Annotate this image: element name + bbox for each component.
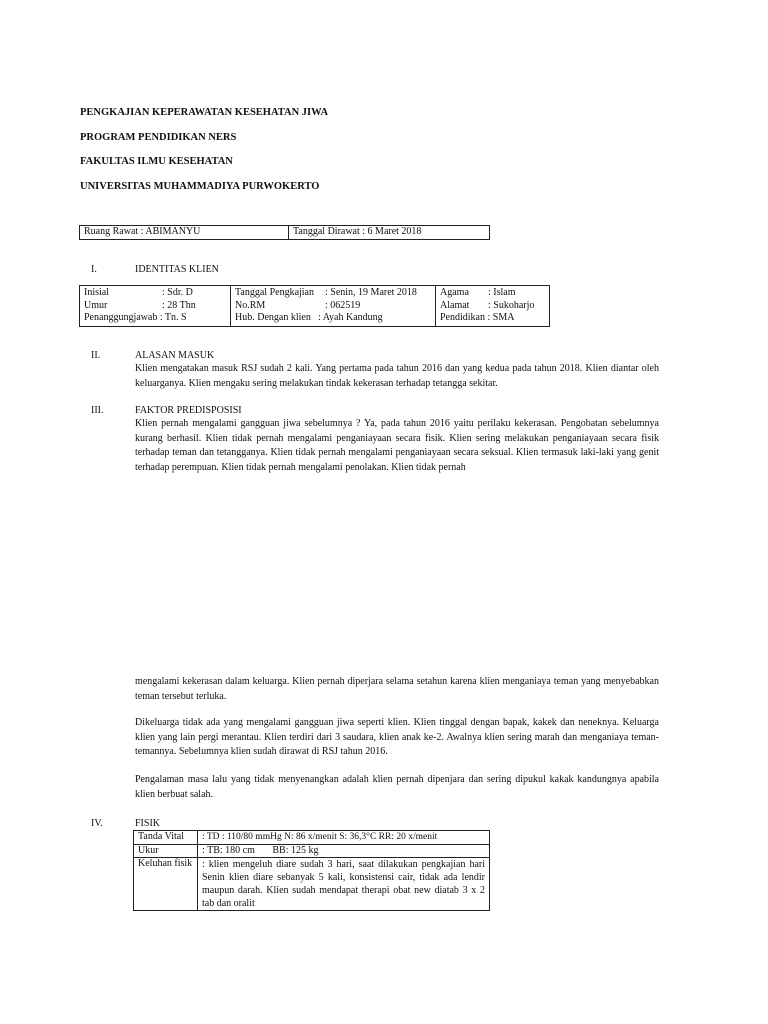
fisik-label-ukur: Ukur (134, 844, 198, 858)
no-rm-value: : 062519 (325, 299, 361, 311)
tanggal-pengkajian-value: : Senin, 19 Maret 2018 (325, 287, 417, 298)
tanggal-dirawat-cell: Tanggal Dirawat : 6 Maret 2018 (289, 226, 490, 240)
section-2-title: ALASAN MASUK (135, 350, 215, 361)
identitas-col-3 (436, 286, 550, 327)
alamat-label: Alamat (440, 299, 470, 311)
hub-klien-label: Hub. Dengan klien (235, 312, 311, 323)
header-line-3: FAKULTAS ILMU KESEHATAN (80, 156, 233, 167)
table-row (134, 844, 490, 858)
penanggungjawab: Penanggungjawab : Tn. S (84, 312, 187, 323)
section-4-title: FISIK (135, 818, 161, 829)
ruang-rawat-table (79, 225, 490, 240)
predisposisi-text-2: mengalami kekerasan dalam keluarga. Klien pernah diperjara selama setahun karena klien menganiaya teman yang menyebabkan teman tersebut terluka. (135, 676, 659, 702)
umur-label: Umur (84, 299, 108, 311)
no-rm-label: No.RM (235, 299, 266, 311)
predisposisi-text-1: Klien pernah mengalami gangguan jiwa sebelumnya ? Ya, pada tahun 2016 yaitu perilaku kekerasan. Pengobatan sebelumnya kurang berhasil. Klien tidak pernah mengalami penganiayaan secara fisik. Klien sering melakukan penganiayaan secara fisik terhadap teman dan tetangganya. Klien tidak pernah mengalami penganiayaan secara seksual. Klien termasuk laki-laki yang genit terhadap perempuan. Klien tidak pernah mengalami penolakan. Klien tidak pernah (135, 418, 659, 473)
fisik-label-tanda-vital: Tanda Vital (134, 831, 198, 845)
table-row (134, 831, 490, 845)
agama-label: Agama (440, 287, 469, 298)
hub-klien-value: : Ayah Kandung (318, 312, 383, 323)
section-4-number: IV. (91, 818, 103, 829)
section-3-number: III. (91, 405, 104, 416)
identitas-col-1 (80, 286, 231, 327)
fisik-value-keluhan: : klien mengeluh diare sudah 3 hari, saat dilakukan pengkajian hari Senin klien diare sebanyak 5 kali, konsistensi cair, tidak ada lendir maupun darah. Klien sudah mendapat therapi obat new diatab 3 x 2 tab dan oralit (198, 858, 490, 911)
identitas-table (79, 285, 550, 327)
alasan-masuk-text: Klien mengatakan masuk RSJ sudah 2 kali. Yang pertama pada tahun 2016 dan yang kedua pada tahun 2018. Klien diantar oleh keluarganya. Klien mengaku sering melakukan tindak kekerasan terhadap tetangga sekitar. (135, 363, 659, 389)
umur-value: : 28 Thn (162, 299, 196, 311)
predisposisi-text-3: Dikeluarga tidak ada yang mengalami gangguan jiwa seperti klien. Klien tinggal dengan bapak, kakek dan neneknya. Keluarga klien yang lain pergi merantau. Klien terdiri dari 3 saudara, klien anak ke-2. Awalnya klien sering marah dan menganiaya teman-temannya. Sebelumnya klien sudah dirawat di RSJ tahun 2016. (135, 717, 659, 757)
inisial-value: : Sdr. D (162, 287, 193, 298)
tanggal-pengkajian-label: Tanggal Pengkajian (235, 287, 314, 298)
fisik-label-keluhan: Keluhan fisik (134, 858, 198, 911)
header-line-1: PENGKAJIAN KEPERAWATAN KESEHATAN JIWA (80, 107, 329, 118)
header-line-4: UNIVERSITAS MUHAMMADIYA PURWOKERTO (80, 181, 320, 192)
fisik-value-tanda-vital: : TD : 110/80 mmHg N: 86 x/menit S: 36,3°C RR: 20 x/menit (198, 831, 490, 845)
predisposisi-text-4: Pengalaman masa lalu yang tidak menyenangkan adalah klien pernah dipenjara dan sering dipukul kakak kandungnya apabila klien berbuat salah. (135, 774, 659, 800)
identitas-col-2 (231, 286, 436, 327)
ruang-rawat-cell: Ruang Rawat : ABIMANYU (80, 226, 289, 240)
pendidikan: Pendidikan : SMA (440, 312, 515, 323)
alamat-value: : Sukoharjo (488, 299, 535, 311)
section-3-title: FAKTOR PREDISPOSISI (135, 405, 242, 416)
header-line-2: PROGRAM PENDIDIKAN NERS (80, 132, 237, 143)
fisik-value-ukur: : TB: 180 cm BB: 125 kg (198, 844, 490, 858)
inisial-label: Inisial (84, 287, 109, 298)
agama-value: : Islam (488, 287, 516, 298)
table-row (134, 858, 490, 911)
fisik-table (133, 830, 490, 911)
section-1-number: I. (91, 264, 97, 275)
section-1-title: IDENTITAS KLIEN (135, 264, 219, 275)
section-2-number: II. (91, 350, 101, 361)
